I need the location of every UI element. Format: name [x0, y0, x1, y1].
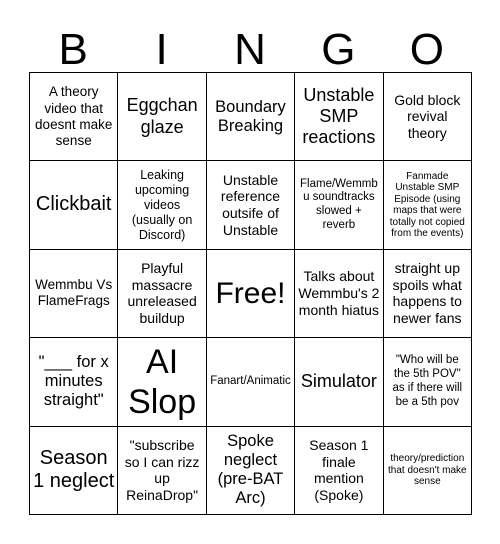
bingo-cell[interactable]: Fanmade Unstable SMP Episode (using maps that were totally not copied from the events)	[384, 161, 472, 249]
bingo-cell[interactable]: "subscribe so I can rizz up ReinaDrop"	[118, 427, 206, 515]
bingo-cell[interactable]: Gold block revival theory	[384, 73, 472, 161]
header-letter-i: I	[155, 25, 168, 74]
bingo-cell[interactable]: theory/prediction that doesn't make sense	[384, 427, 472, 515]
bingo-cell[interactable]: Season 1 neglect	[30, 427, 118, 515]
bingo-cell[interactable]: Simulator	[295, 338, 383, 426]
bingo-cell[interactable]: Wemmbu Vs FlameFrags	[30, 250, 118, 338]
header-letter-g: G	[321, 25, 356, 74]
header-letter-n: N	[234, 25, 266, 74]
bingo-cell[interactable]: straight up spoils what happens to newer fans	[384, 250, 472, 338]
bingo-cell[interactable]: Season 1 finale mention (Spoke)	[295, 427, 383, 515]
bingo-cell[interactable]: Talks about Wemmbu's 2 month hiatus	[295, 250, 383, 338]
bingo-cell[interactable]: "___ for x minutes straight"	[30, 338, 118, 426]
header-letter-b: B	[58, 25, 88, 74]
bingo-cell[interactable]: Leaking upcoming videos (usually on Discord)	[118, 161, 206, 249]
bingo-cell[interactable]: Clickbait	[30, 161, 118, 249]
bingo-cell[interactable]: Flame/Wemmbu soundtracks slowed + reverb	[295, 161, 383, 249]
bingo-cell[interactable]: Playful massacre unreleased buildup	[118, 250, 206, 338]
bingo-cell[interactable]: Spoke neglect (pre-BAT Arc)	[207, 427, 295, 515]
bingo-cell[interactable]: AI Slop	[118, 338, 206, 426]
header-letter-o: O	[409, 25, 444, 74]
bingo-cell[interactable]: Unstable reference outsife of Unstable	[207, 161, 295, 249]
bingo-cell[interactable]: "Who will be the 5th POV" as if there will be a 5th pov	[384, 338, 472, 426]
bingo-cell[interactable]: Fanart/Animatic	[207, 338, 295, 426]
bingo-grid	[29, 72, 472, 515]
bingo-cell[interactable]: Eggchan glaze	[118, 73, 206, 161]
bingo-cell[interactable]: Unstable SMP reactions	[295, 73, 383, 161]
bingo-cell[interactable]: A theory video that doesnt make sense	[30, 73, 118, 161]
free-space[interactable]: Free!	[207, 250, 295, 338]
bingo-header	[29, 0, 471, 72]
bingo-cell[interactable]: Boundary Breaking	[207, 73, 295, 161]
